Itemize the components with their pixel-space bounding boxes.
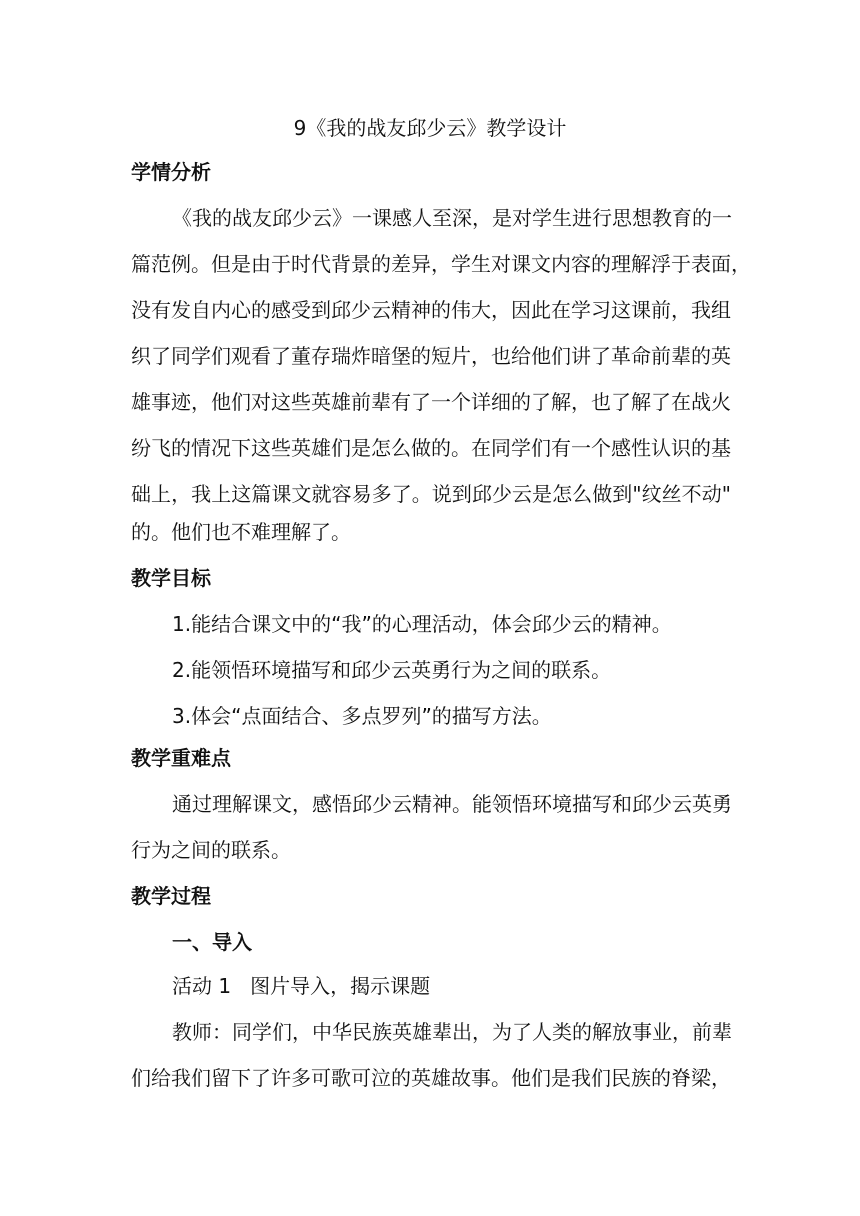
section-heading-process: 教学过程: [131, 884, 211, 908]
paragraph-line: 行为之间的联系。: [131, 838, 291, 862]
goal-item: 2.能领悟环境描写和邱少云英勇行为之间的联系。: [172, 658, 612, 682]
paragraph-line: 础上，我上这篇课文就容易多了。说到邱少云是怎么做到"纹丝不动": [131, 482, 731, 506]
section-heading-analysis: 学情分析: [131, 160, 211, 184]
paragraph-line: 雄事迹，他们对这些英雄前辈有了一个详细的了解，也了解了在战火: [131, 390, 731, 414]
paragraph-line: 教师：同学们，中华民族英雄辈出，为了人类的解放事业，前辈: [172, 1020, 732, 1044]
document-title: 9《我的战友邱少云》教学设计: [293, 116, 567, 140]
paragraph-line: 的。他们也不难理解了。: [131, 520, 351, 544]
goal-item: 1.能结合课文中的“我”的心理活动，体会邱少云的精神。: [172, 612, 672, 636]
subsection-heading: 一、导入: [172, 930, 252, 954]
paragraph-line: 没有发自内心的感受到邱少云精神的伟大，因此在学习这课前，我组: [131, 298, 731, 322]
paragraph-line: 织了同学们观看了董存瑞炸暗堡的短片，也给他们讲了革命前辈的英: [131, 344, 731, 368]
section-heading-goals: 教学目标: [131, 566, 211, 590]
paragraph-line: 《我的战友邱少云》一课感人至深，是对学生进行思想教育的一: [172, 206, 732, 230]
goal-item: 3.体会“点面结合、多点罗列”的描写方法。: [172, 704, 552, 728]
paragraph-line: 通过理解课文，感悟邱少云精神。能领悟环境描写和邱少云英勇: [172, 792, 732, 816]
paragraph-line: 篇范例。但是由于时代背景的差异，学生对课文内容的理解浮于表面，: [131, 252, 751, 276]
section-heading-key-points: 教学重难点: [131, 746, 231, 770]
activity-label: 活动 1 图片导入，揭示课题: [172, 974, 431, 998]
paragraph-line: 纷飞的情况下这些英雄们是怎么做的。在同学们有一个感性认识的基: [131, 436, 731, 460]
paragraph-line: 们给我们留下了许多可歌可泣的英雄故事。他们是我们民族的脊梁，: [131, 1066, 731, 1090]
